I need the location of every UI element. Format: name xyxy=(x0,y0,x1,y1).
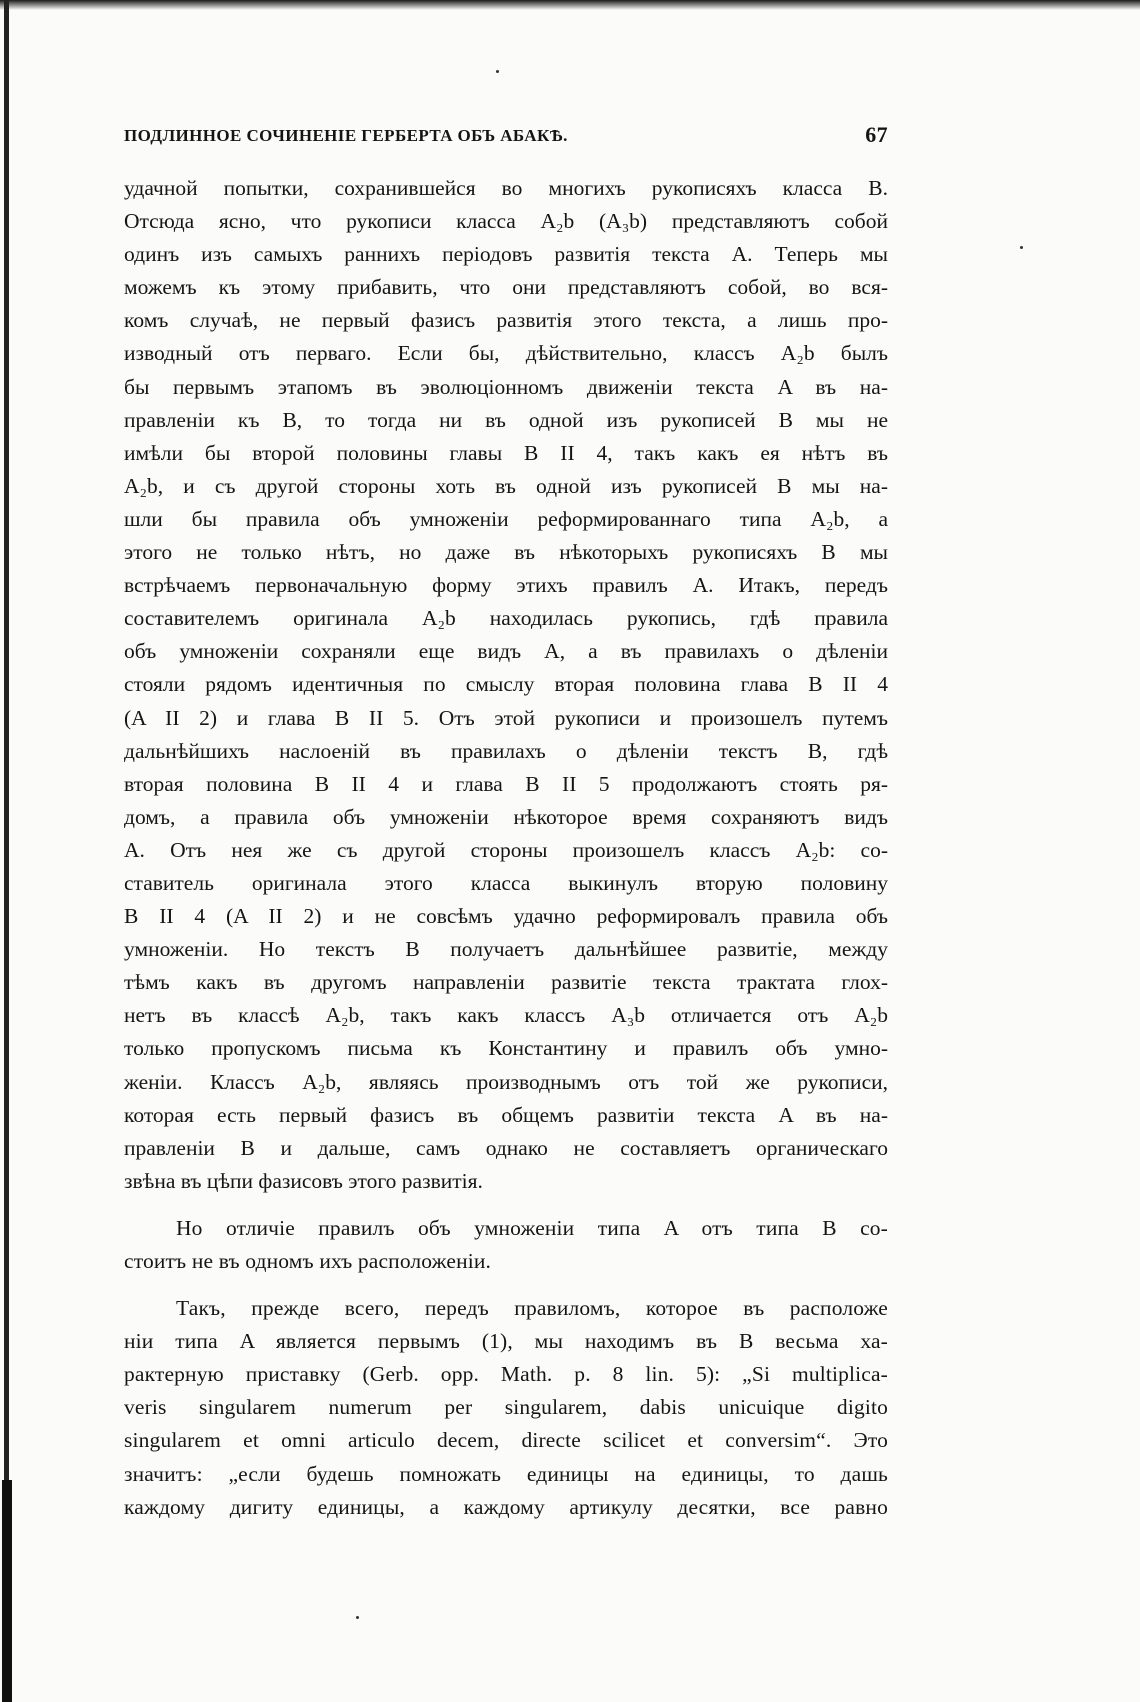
text-line: женіи. Классъ A₂b, являясь производнымъ отъ той же рукописи, xyxy=(124,1069,888,1094)
scan-speck xyxy=(356,1616,359,1619)
text-line: домъ, а правила объ умноженіи нѣкоторое время сохраняютъ видъ xyxy=(124,804,888,829)
text-line: комъ случаѣ, не первый фазисъ развитія этого текста, а лишь про- xyxy=(124,308,888,333)
text-line: A₂b, и съ другой стороны хоть въ одной изъ рукописей B мы на- xyxy=(124,473,888,498)
text-line: шли бы правила объ умноженіи реформированнаго типа A₂b, а xyxy=(124,506,888,531)
text-line: каждому дигиту единицы, а каждому артикулу десятки, все равно xyxy=(124,1494,888,1519)
text-line: встрѣчаемъ первоначальную форму этихъ правилъ A. Итакъ, передъ xyxy=(124,573,888,598)
text-line: только пропускомъ письма къ Константину и правилъ объ умно- xyxy=(124,1036,888,1061)
text-line: можемъ къ этому прибавить, что они представляютъ собой, во вся- xyxy=(124,275,888,300)
text-line: этого не только нѣтъ, но даже въ нѣкоторыхъ рукописяхъ B мы xyxy=(124,540,888,565)
text-line: singularem et omni articulo decem, directe scilicet et conversim“. Это xyxy=(124,1428,888,1453)
text-line: Такъ, прежде всего, передъ правиломъ, которое въ расположе xyxy=(176,1296,888,1321)
text-line: рактерную приставку (Gerb. opp. Math. p. 8 lin. 5): „Si multiplica- xyxy=(124,1362,888,1387)
text-line: тѣмъ какъ въ другомъ направленіи развитіе текста трактата глох- xyxy=(124,970,888,995)
text-line: правленіи B и дальше, самъ однако не составляетъ органическаго xyxy=(124,1135,888,1160)
paragraph-3 xyxy=(124,1292,888,1524)
text-line: (A II 2) и глава B II 5. Отъ этой рукописи и произошелъ путемъ xyxy=(124,705,888,730)
scan-speck xyxy=(1020,246,1023,249)
text-line: дальнѣйшихъ наслоеній въ правилахъ о дѣленіи текстъ B, гдѣ xyxy=(124,738,888,763)
text-line: имѣли бы второй половины главы B II 4, такъ какъ ея нѣтъ въ xyxy=(124,440,888,465)
text-line: удачной попытки, сохранившейся во многихъ рукописяхъ класса B. xyxy=(124,176,888,200)
text-line: бы первымъ этапомъ въ эволюціонномъ движеніи текста A въ на- xyxy=(124,374,888,399)
book-page xyxy=(124,118,888,1524)
paragraph-2 xyxy=(124,1212,888,1278)
text-line: Отсюда ясно, что рукописи класса A₂b (A₃b) представляютъ собой xyxy=(124,209,888,234)
text-line: Но отличіе правилъ объ умноженіи типа A отъ типа B со- xyxy=(176,1215,888,1240)
text-line: стоитъ не въ одномъ ихъ расположеніи. xyxy=(124,1249,492,1273)
page-number: 67 xyxy=(865,122,888,147)
scan-edge-left-bottom xyxy=(2,1480,12,1702)
text-line: составителемъ оригинала A₂b находилась рукопись, гдѣ правила xyxy=(124,606,888,631)
text-line: правленіи къ B, то тогда ни въ одной изъ рукописей B мы не xyxy=(124,407,888,432)
text-line: звѣна въ цѣпи фазисовъ этого развитія. xyxy=(124,1168,483,1193)
text-line: умноженіи. Но текстъ B получаетъ дальнѣйшее развитіе, между xyxy=(124,937,888,962)
text-line: A. Отъ нея же съ другой стороны произошелъ классъ A₂b: со- xyxy=(124,837,888,862)
running-header xyxy=(124,118,888,154)
text-line: veris singularem numerum per singularem, dabis unicuique digito xyxy=(124,1395,888,1420)
text-line: изводный отъ перваго. Если бы, дѣйствительно, классъ A₂b былъ xyxy=(124,341,888,366)
running-title: ПОДЛИННОЕ СОЧИНЕНІЕ ГЕРБЕРТА ОБЪ АБАКѢ. xyxy=(124,126,568,145)
text-line: B II 4 (A II 2) и не совсѣмъ удачно реформировалъ правила объ xyxy=(124,904,888,929)
text-line: значитъ: „если будешь помножать единицы на единицы, то дашь xyxy=(124,1461,888,1486)
scan-speck xyxy=(496,70,499,73)
text-line: ставитель оригинала этого класса выкинулъ вторую половину xyxy=(124,870,888,895)
text-line: вторая половина B II 4 и глава B II 5 продолжаютъ стоять ря- xyxy=(124,771,888,796)
text-line: стояли рядомъ идентичныя по смыслу вторая половина глава B II 4 xyxy=(124,672,888,697)
text-line: объ умноженіи сохраняли еще видъ A, а въ правилахъ о дѣленіи xyxy=(124,639,888,664)
text-line: одинъ изъ самыхъ раннихъ періодовъ развитія текста A. Теперь мы xyxy=(124,242,888,267)
scan-edge-top xyxy=(0,0,1140,10)
paragraph-1 xyxy=(124,172,888,1198)
text-line: которая есть первый фазисъ въ общемъ развитіи текста A въ на- xyxy=(124,1102,888,1127)
scan-edge-left xyxy=(4,0,9,1702)
text-line: ніи типа A является первымъ (1), мы находимъ въ B весьма ха- xyxy=(124,1329,888,1354)
text-line: нетъ въ классѣ A₂b, такъ какъ классъ A₃b отличается отъ A₂b xyxy=(124,1003,888,1028)
